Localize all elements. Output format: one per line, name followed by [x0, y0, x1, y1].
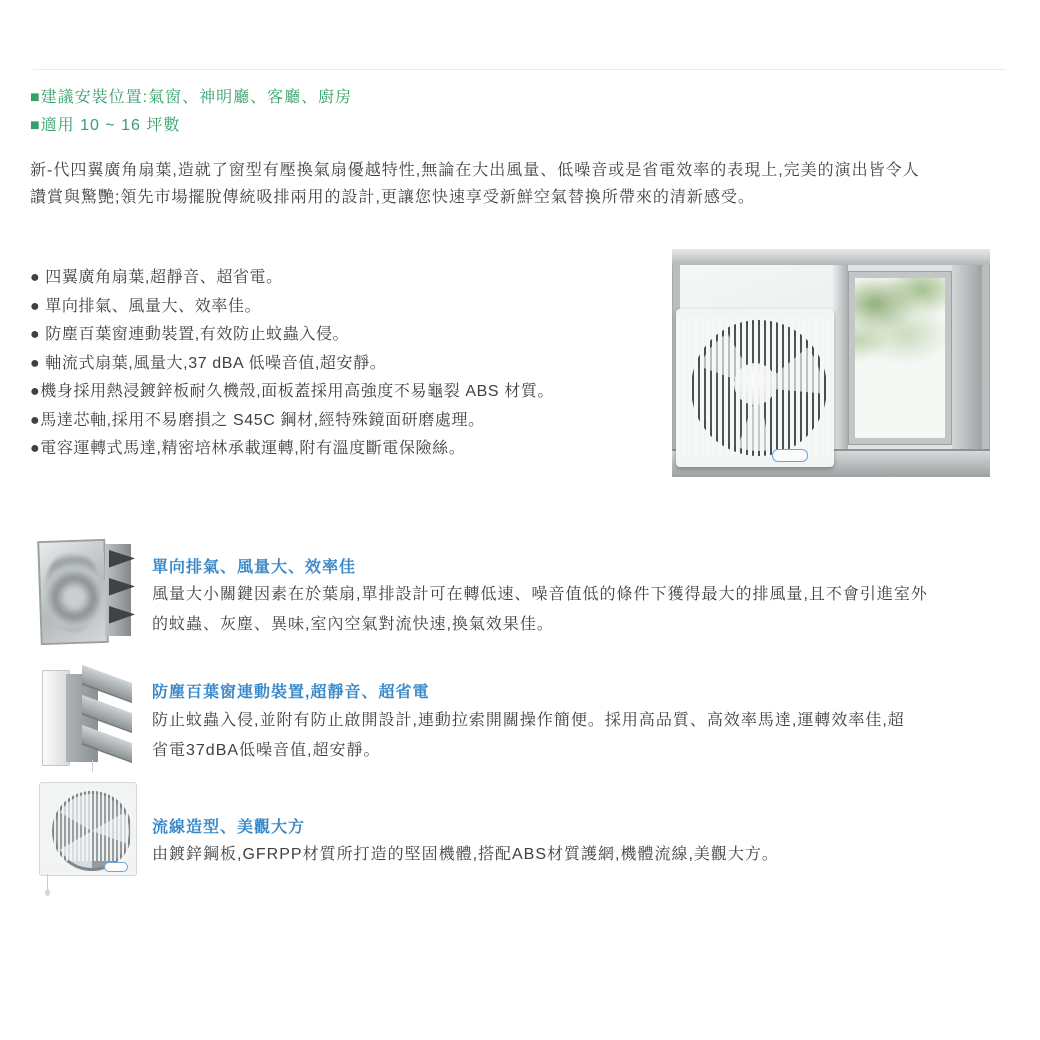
- feature-bullet: ●機身採用熱浸鍍鋅板耐久機殼,面板蓋採用高強度不易龜裂 ABS 材質。: [30, 383, 555, 400]
- section-heading-design: 流線造型、美觀大方: [152, 819, 306, 836]
- fan-rear-view-image: [35, 534, 135, 652]
- brand-logo: [104, 862, 128, 872]
- pull-cord: [47, 874, 48, 890]
- fan-rear-body: [37, 539, 109, 645]
- intro-paragraph: [30, 157, 1025, 211]
- coverage-area-note: ■適用 10 ~ 16 坪數: [30, 117, 181, 134]
- intro-line: 讚賞與驚艷;領先市場擺脫傳統吸排兩用的設計,更讓您快速享受新鮮空氣替換所帶來的清新感受。: [30, 189, 755, 206]
- install-location-note: ■建議安裝位置:氣窗、神明廳、客廳、廚房: [30, 89, 353, 106]
- content-divider: [33, 69, 1006, 70]
- feature-bullet: ● 防塵百葉窗連動裝置,有效防止蚊蟲入侵。: [30, 326, 350, 343]
- feature-bullet: ●電容運轉式馬達,精密培林承載運轉,附有溫度斷電保險絲。: [30, 440, 466, 457]
- feature-bullet: ● 四翼廣角扇葉,超靜音、超省電。: [30, 269, 283, 286]
- window-mullion: [832, 265, 848, 451]
- sash-glass: [855, 278, 945, 438]
- fan-front-view-image: [33, 782, 137, 886]
- exhaust-fan-unit: [676, 309, 834, 467]
- section-body-line: 的蚊蟲、灰塵、異味,室內空氣對流快速,換氣效果佳。: [152, 616, 554, 633]
- section-heading-louver: 防塵百葉窗連動裝置,超靜音、超省電: [152, 684, 430, 701]
- feature-bullet-list: [30, 264, 680, 464]
- fan-rear-blade: [44, 549, 103, 633]
- fan-grille: [42, 787, 134, 861]
- intro-line: 新-代四翼廣角扇葉,造就了窗型有壓換氣扇優越特性,無論在大出風量、低噪音或是省電效率的表現上,完美的演出皆令人: [30, 162, 920, 179]
- pull-cord: [92, 760, 93, 772]
- fan-louver-side-image: [42, 664, 134, 770]
- feature-bullet: ●馬達芯軸,採用不易磨損之 S45C 鋼材,經特殊鏡面研磨處理。: [30, 411, 485, 429]
- window-fan-photo: [672, 249, 990, 477]
- sliding-sash: [848, 271, 952, 445]
- section-body-exhaust: [152, 580, 1022, 640]
- section-body-line: 風量大小關鍵因素在於葉扇,單排設計可在轉低速、噪音值低的條件下獲得最大的排風量,且不會引進室外: [152, 586, 928, 603]
- section-body-design: [152, 840, 1022, 870]
- pull-cord-tip: [45, 889, 50, 896]
- section-body-louver: [152, 706, 1022, 766]
- window-frame-top: [672, 249, 990, 265]
- feature-bullet: ● 軸流式扇葉,風量大,37 dBA 低噪音值,超安靜。: [30, 354, 387, 372]
- section-body-line: 防止蚊蟲入侵,並附有防止啟開設計,連動拉索開關操作簡便。採用高品質、高效率馬達,運轉效率佳,超: [152, 712, 905, 729]
- section-body-line: 由鍍鋅鋼板,GFRPP材質所打造的堅固機體,搭配ABS材質護網,機體流線,美觀大方。: [152, 846, 779, 863]
- fan-grille: [676, 317, 834, 457]
- section-body-line: 省電37dBA低噪音值,超安靜。: [152, 742, 381, 759]
- fan-front-face: [39, 782, 137, 876]
- install-notes: [30, 84, 352, 140]
- feature-bullet: ● 單向排氣、風量大、效率佳。: [30, 297, 262, 315]
- window-frame-right: [952, 265, 982, 451]
- brand-logo: [772, 449, 808, 462]
- foliage-view: [855, 278, 945, 388]
- section-heading-exhaust: 單向排氣、風量大、效率佳: [152, 559, 357, 576]
